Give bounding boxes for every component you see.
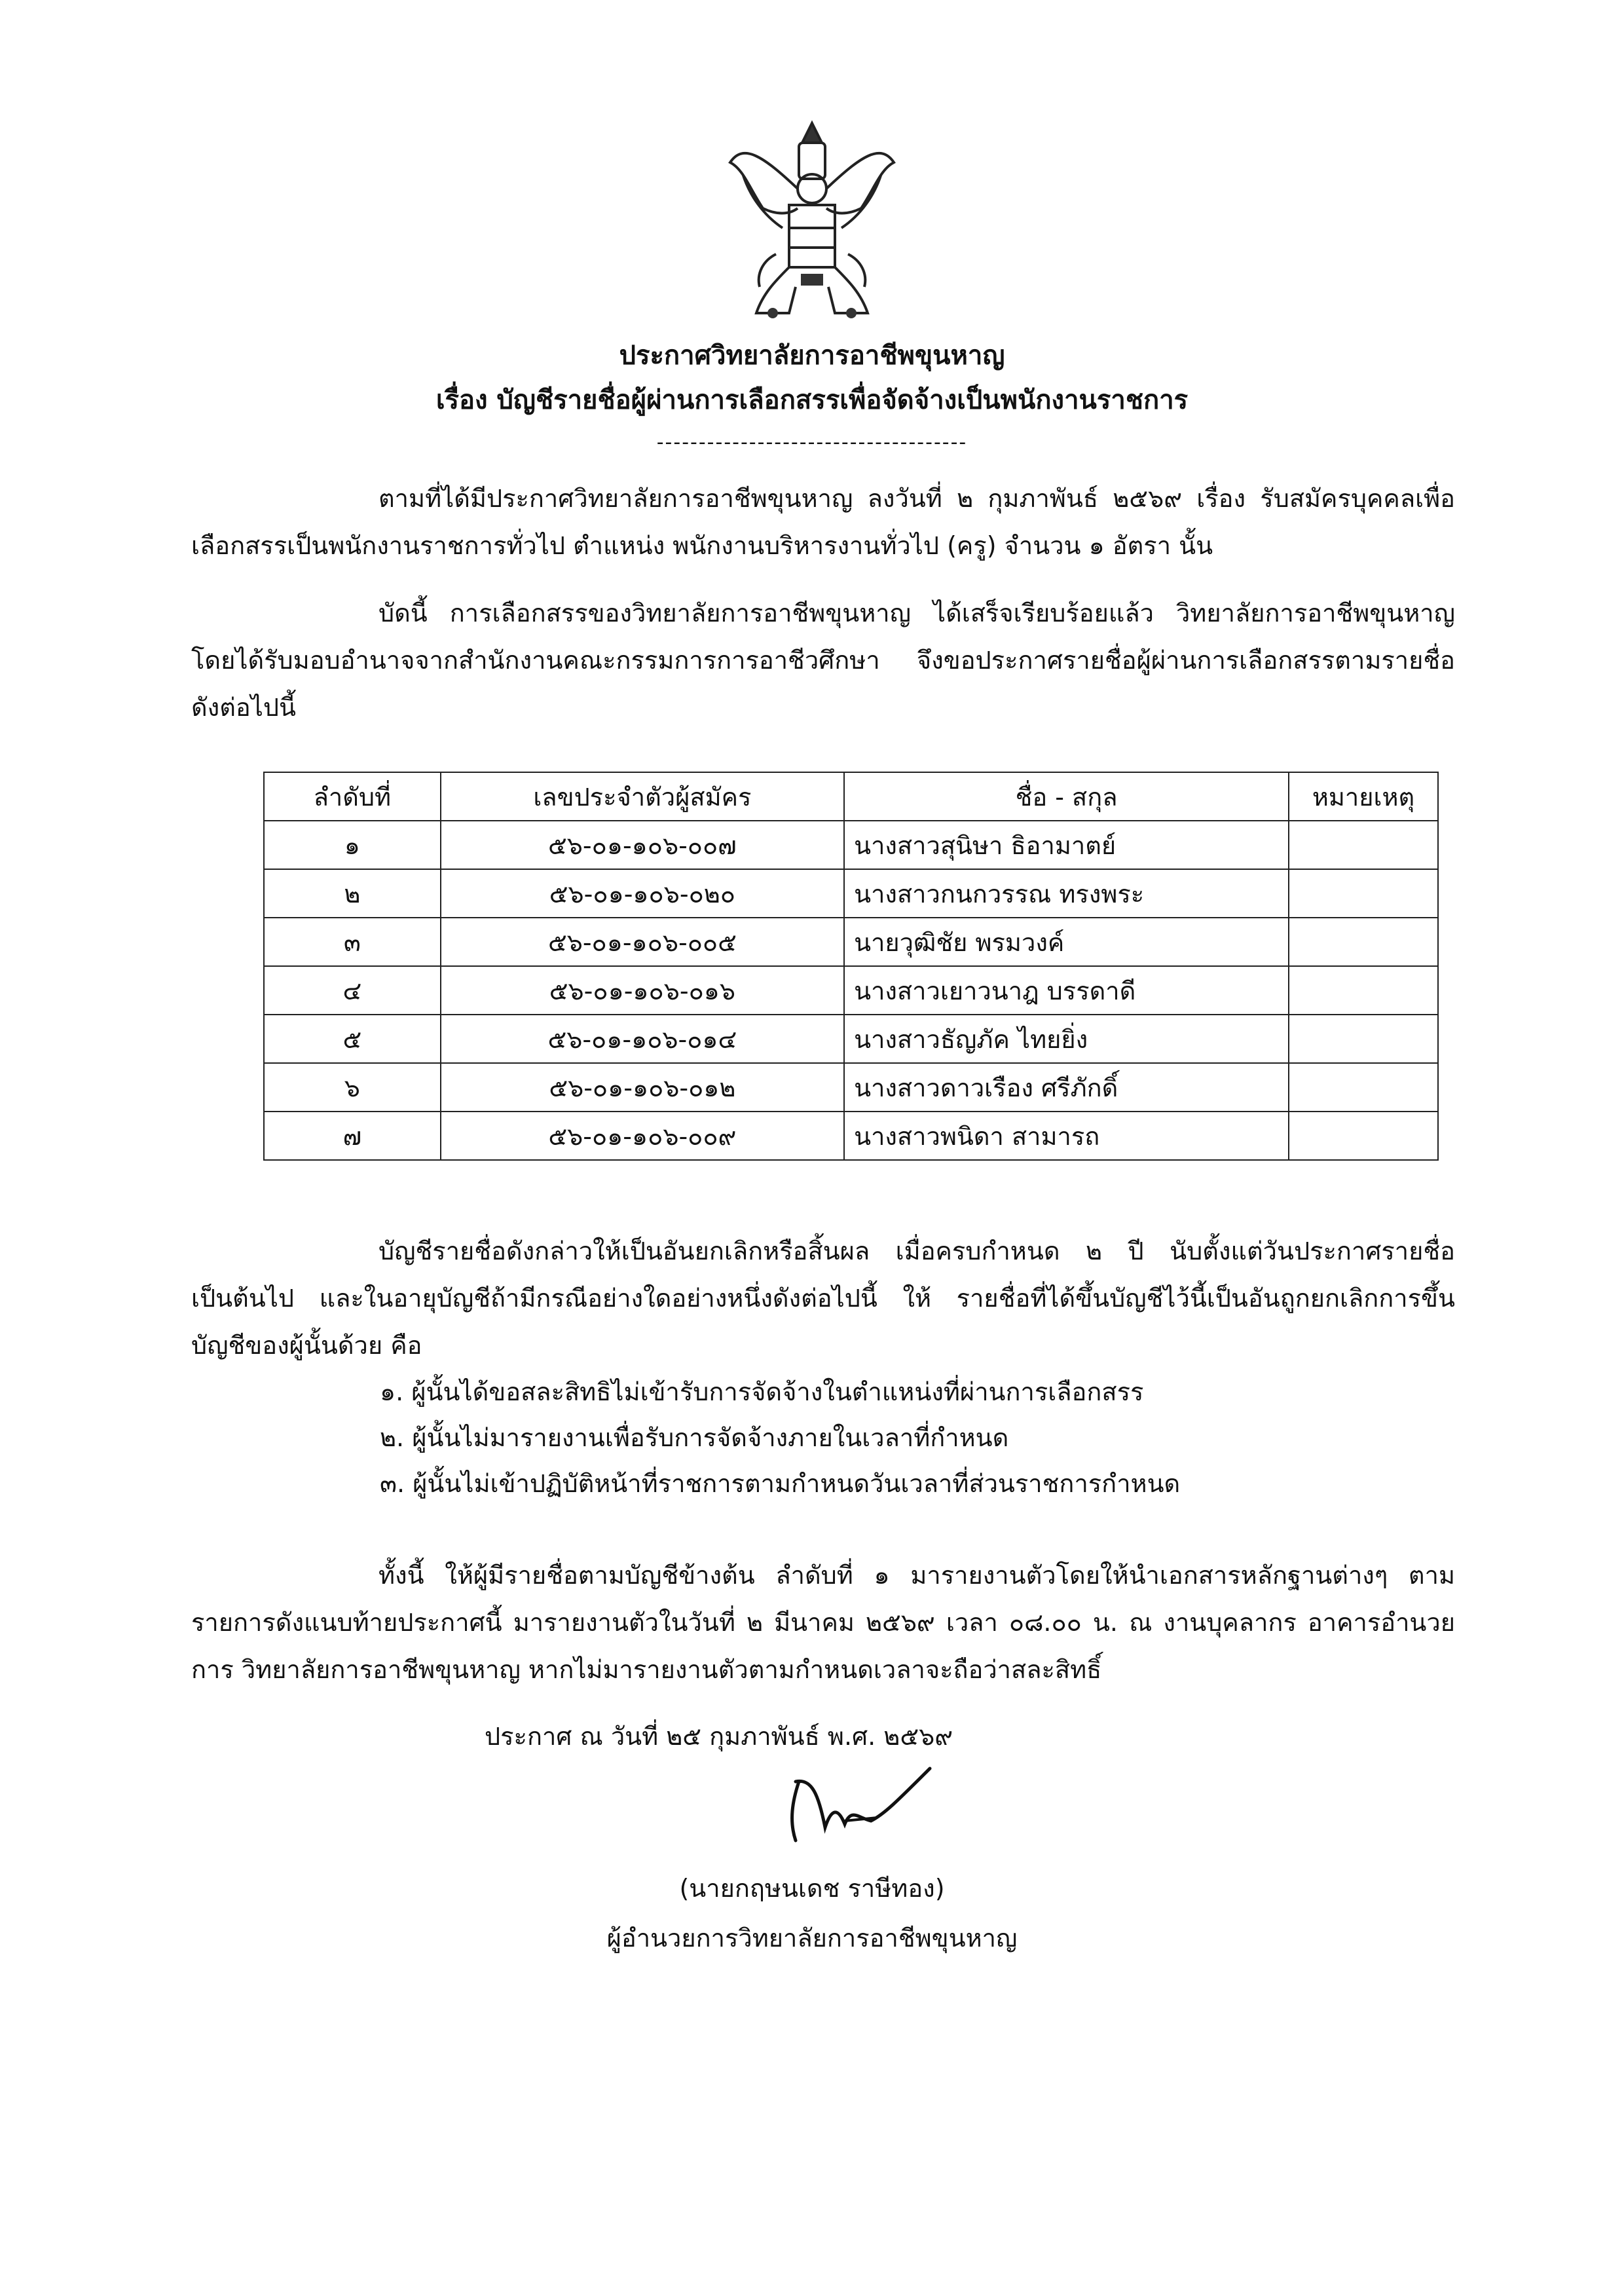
table-row [264, 1015, 1438, 1063]
condition-item: ๑. ผู้นั้นได้ขอสละสิทธิไม่เข้ารับการจัดจ้างในตำแหน่งที่ผ่านการเลือกสรร [380, 1377, 1144, 1406]
row-note [1289, 1015, 1438, 1063]
table-row [264, 918, 1438, 966]
row-no: ๗ [264, 1112, 441, 1160]
row-name: นางสาวเยาวนาฎ บรรดาดี [844, 966, 1289, 1015]
subject-line: เรื่อง บัญชีรายชื่อผู้ผ่านการเลือกสรรเพื่อจัดจ้างเป็นพนักงานราชการ [435, 385, 1189, 415]
separator-line: ------------------------------------- [656, 431, 968, 454]
header-note: หมายเหตุ [1289, 772, 1438, 821]
row-note [1289, 821, 1438, 869]
row-name: นางสาวพนิดา สามารถ [844, 1112, 1289, 1160]
row-applicant-id: ๕๖-๐๑-๑๐๖-๐๑๒ [441, 1063, 844, 1112]
condition-list [380, 1369, 1180, 1506]
announcement-date: ประกาศ ณ วันที่ ๒๕ กุมภาพันธ์ พ.ศ. ๒๕๖๙ [485, 1722, 953, 1751]
row-note [1289, 1063, 1438, 1112]
table-header-row [264, 772, 1438, 821]
page-title: ประกาศวิทยาลัยการอาชีพขุนหาญ [619, 341, 1005, 371]
signer-position: ผู้อำนวยการวิทยาลัยการอาชีพขุนหาญ [606, 1924, 1018, 1953]
row-applicant-id: ๕๖-๐๑-๑๐๖-๐๐๕ [441, 918, 844, 966]
paragraph-3: บัญชีรายชื่อดังกล่าวให้เป็นอันยกเลิกหรือสิ้นผล เมื่อครบกำหนด ๒ ปี นับตั้งแต่วันประกาศรายชื่อเป็นต้นไป และในอายุบัญชีถ้ามีกรณีอย่างใดอย่างหนึ่งดังต่อไปนี้ ให้ รายชื่อที่ได้ขึ้นบัญชีไว้นี้เป็นอันถูกยกเลิกการขึ้นบัญชีของผู้นั้นด้วย คือ [191, 1237, 1455, 1360]
row-no: ๖ [264, 1063, 441, 1112]
table-row [264, 821, 1438, 869]
row-name: นางสาวสุนิษา ธิอามาตย์ [844, 821, 1289, 869]
row-applicant-id: ๕๖-๐๑-๑๐๖-๐๑๔ [441, 1015, 844, 1063]
signature-image [773, 1755, 969, 1854]
header-name: ชื่อ - สกุล [844, 772, 1289, 821]
signer-name: (นายกฤษนเดช ราษีทอง) [679, 1874, 945, 1903]
row-applicant-id: ๕๖-๐๑-๑๐๖-๐๐๗ [441, 821, 844, 869]
paragraph-1: ตามที่ได้มีประกาศวิทยาลัยการอาชีพขุนหาญ ลงวันที่ ๒ กุมภาพันธ์ ๒๕๖๙ เรื่อง รับสมัครบุคคลเพื่อเลือกสรรเป็นพนักงานราชการทั่วไป ตำแหน่ง พนักงานบริหารงานทั่วไป (ครู) จำนวน ๑ อัตรา นั้น [191, 484, 1455, 560]
header-no: ลำดับที่ [264, 772, 441, 821]
row-no: ๔ [264, 966, 441, 1015]
paragraph-4: ทั้งนี้ ให้ผู้มีรายชื่อตามบัญชีข้างต้น ลำดับที่ ๑ มารายงานตัวโดยให้นำเอกสารหลักฐานต่างๆ ตามรายการดังแนบท้ายประกาศนี้ มารายงานตัวในวันที่ ๒ มีนาคม ๒๕๖๙ เวลา ๐๘.๐๐ น. ณ งานบุคลากร อาคารอำนวยการ วิทยาลัยการอาชีพขุนหาญ หากไม่มารายงานตัวตามกำหนดเวลาจะถือว่าสละสิทธิ์ [191, 1561, 1455, 1684]
table-row [264, 966, 1438, 1015]
table-row [264, 1112, 1438, 1160]
table-row [264, 869, 1438, 918]
row-no: ๕ [264, 1015, 441, 1063]
header-applicant-id: เลขประจำตัวผู้สมัคร [441, 772, 844, 821]
row-note [1289, 918, 1438, 966]
garuda-emblem-icon [724, 117, 900, 326]
validity-paragraph [191, 1227, 1455, 1369]
paragraph-2: บัดนี้ การเลือกสรรของวิทยาลัยการอาชีพขุนหาญ ได้เสร็จเรียบร้อยแล้ว วิทยาลัยการอาชีพขุนหาญ โดยได้รับมอบอำนาจจากสำนักงานคณะกรรมการการอาชีวศึกษา จึงขอประกาศรายชื่อผู้ผ่านการเลือกสรรตามรายชื่อ ดังต่อไปนี้ [191, 599, 1455, 722]
table-row [264, 1063, 1438, 1112]
candidate-table [263, 772, 1439, 1161]
report-paragraph [191, 1552, 1455, 1693]
row-note [1289, 869, 1438, 918]
row-note [1289, 1112, 1438, 1160]
row-name: นางสาวกนกวรรณ ทรงพระ [844, 869, 1289, 918]
row-name: นายวุฒิชัย พรมวงค์ [844, 918, 1289, 966]
row-applicant-id: ๕๖-๐๑-๑๐๖-๐๑๖ [441, 966, 844, 1015]
row-applicant-id: ๕๖-๐๑-๑๐๖-๐๒๐ [441, 869, 844, 918]
row-applicant-id: ๕๖-๐๑-๑๐๖-๐๐๙ [441, 1112, 844, 1160]
row-no: ๒ [264, 869, 441, 918]
condition-item: ๓. ผู้นั้นไม่เข้าปฏิบัติหน้าที่ราชการตามกำหนดวันเวลาที่ส่วนราชการกำหนด [380, 1469, 1181, 1498]
announcement-paragraph [191, 589, 1455, 731]
row-no: ๓ [264, 918, 441, 966]
row-no: ๑ [264, 821, 441, 869]
intro-paragraph [191, 475, 1455, 569]
row-name: นางสาวดาวเรือง ศรีภักดิ์ [844, 1063, 1289, 1112]
signer-block [0, 1863, 1624, 1963]
condition-item: ๒. ผู้นั้นไม่มารายงานเพื่อรับการจัดจ้างภายในเวลาที่กำหนด [380, 1423, 1009, 1452]
row-name: นางสาวธัญภัค ไทยยิ่ง [844, 1015, 1289, 1063]
row-note [1289, 966, 1438, 1015]
